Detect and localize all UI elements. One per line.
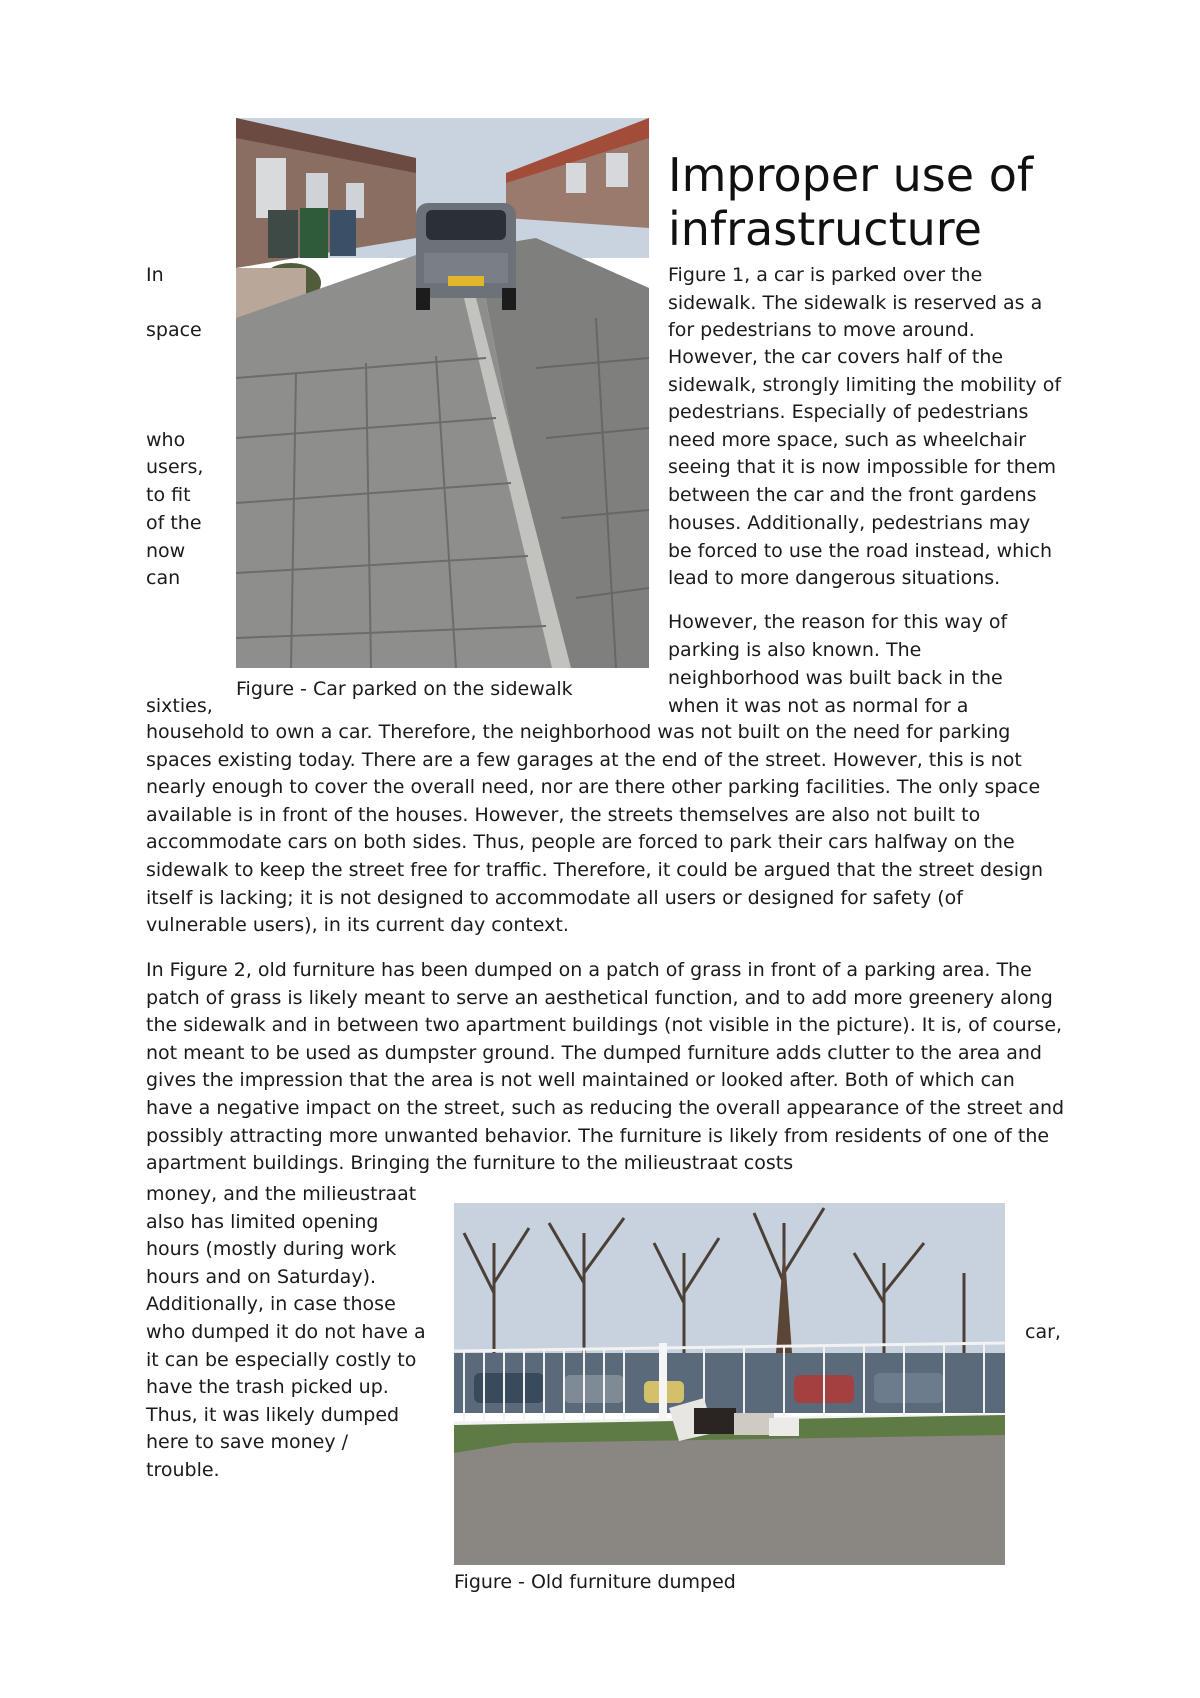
left-fragment: to fit	[146, 484, 191, 506]
right-column-line: seeing that it is now impossible for them	[668, 456, 1057, 478]
wrap-line: hours and on Saturday).	[146, 1266, 377, 1288]
right-column-line: sidewalk. The sidewalk is reserved as a	[668, 292, 1043, 314]
right-column-line: need more space, such as wheelchair	[668, 429, 1027, 451]
wrap-line: hours (mostly during work	[146, 1238, 397, 1260]
left-fragment: now	[146, 540, 186, 562]
right-column-line: parking is also known. The	[668, 639, 922, 661]
wrap-line: who dumped it do not have a	[146, 1321, 426, 1343]
right-column-line: pedestrians. Especially of pedestrians	[668, 401, 1029, 423]
wrap-line: it can be especially costly to	[146, 1349, 417, 1371]
wrap-line: money, and the milieustraat	[146, 1183, 417, 1205]
wrap-line: also has limited opening	[146, 1211, 379, 1233]
left-fragment: users,	[146, 456, 204, 478]
figure-1-caption: Figure - Car parked on the sidewalk	[236, 678, 573, 700]
body-paragraph: household to own a car. Therefore, the neighborhood was not built on the need for parking spaces existing today. There are a few garages at the end of the street. However, this is not nearly enough to cover the overall need, nor are there other parking facilities. The only space available is in front of the houses. However, the streets themselves are also not built to accommodate cars on both sides. Thus, people are forced to park their cars halfway on the sidewalk to keep the street free for traffic. Therefore, it could be argued that the street design itself is lacking; it is not designed to accommodate all users or designed for safety (of vulnerable users), in its current day context.	[146, 721, 1044, 937]
right-column-line: lead to more dangerous situations.	[668, 567, 1001, 589]
figure-2-photo	[454, 1203, 1005, 1565]
right-column-line: However, the reason for this way of	[668, 611, 1008, 633]
right-column-line: for pedestrians to move around.	[668, 319, 975, 341]
right-column-line: between the car and the front gardens	[668, 484, 1037, 506]
license-plate	[448, 276, 484, 286]
right-column-line: when it was not as normal for a	[668, 695, 969, 717]
body-paragraph: In Figure 2, old furniture has been dumped on a patch of grass in front of a parking area. The patch of grass is likely meant to serve an aesthetical function, and to add more greenery along the sidewalk and in between two apartment buildings (not visible in the picture). It is, of course, not meant to be used as dumpster ground. The dumped furniture adds clutter to the area and gives the impression that the area is not well maintained or looked after. Both of which can have a negative impact on the street, such as reducing the overall appearance of the street and possibly attracting more unwanted behavior. The furniture is likely from residents of one of the apartment buildings. Bringing the furniture to the milieustraat costs	[146, 959, 1065, 1175]
wrap-right-fragment: car,	[1025, 1321, 1061, 1343]
left-fragment: who	[146, 429, 186, 451]
car-on-sidewalk-photo	[236, 118, 649, 668]
left-fragment: sixties,	[146, 695, 213, 717]
dumped-furniture-photo	[454, 1203, 1005, 1565]
left-fragment: In	[146, 264, 164, 286]
figure-1-photo	[236, 118, 649, 668]
page-title: Improper use of infrastructure	[668, 148, 1034, 256]
wrap-line: Thus, it was likely dumped	[146, 1404, 400, 1426]
right-column-line: sidewalk, strongly limiting the mobility of	[668, 374, 1062, 396]
right-column-line: houses. Additionally, pedestrians may	[668, 512, 1031, 534]
wrap-line: here to save money /	[146, 1431, 349, 1453]
wrap-line: trouble.	[146, 1459, 220, 1481]
left-fragment: space	[146, 319, 202, 341]
right-column-line: Figure 1, a car is parked over the	[668, 264, 983, 286]
right-column-line: However, the car covers half of the	[668, 346, 1004, 368]
wrap-line: have the trash picked up.	[146, 1376, 389, 1398]
right-column-line: be forced to use the road instead, which	[668, 540, 1052, 562]
left-fragment: of the	[146, 512, 202, 534]
figure-2-caption: Figure - Old furniture dumped	[454, 1571, 736, 1593]
right-column-line: neighborhood was built back in the	[668, 667, 1003, 689]
left-fragment: can	[146, 567, 181, 589]
wrap-line: Additionally, in case those	[146, 1293, 396, 1315]
